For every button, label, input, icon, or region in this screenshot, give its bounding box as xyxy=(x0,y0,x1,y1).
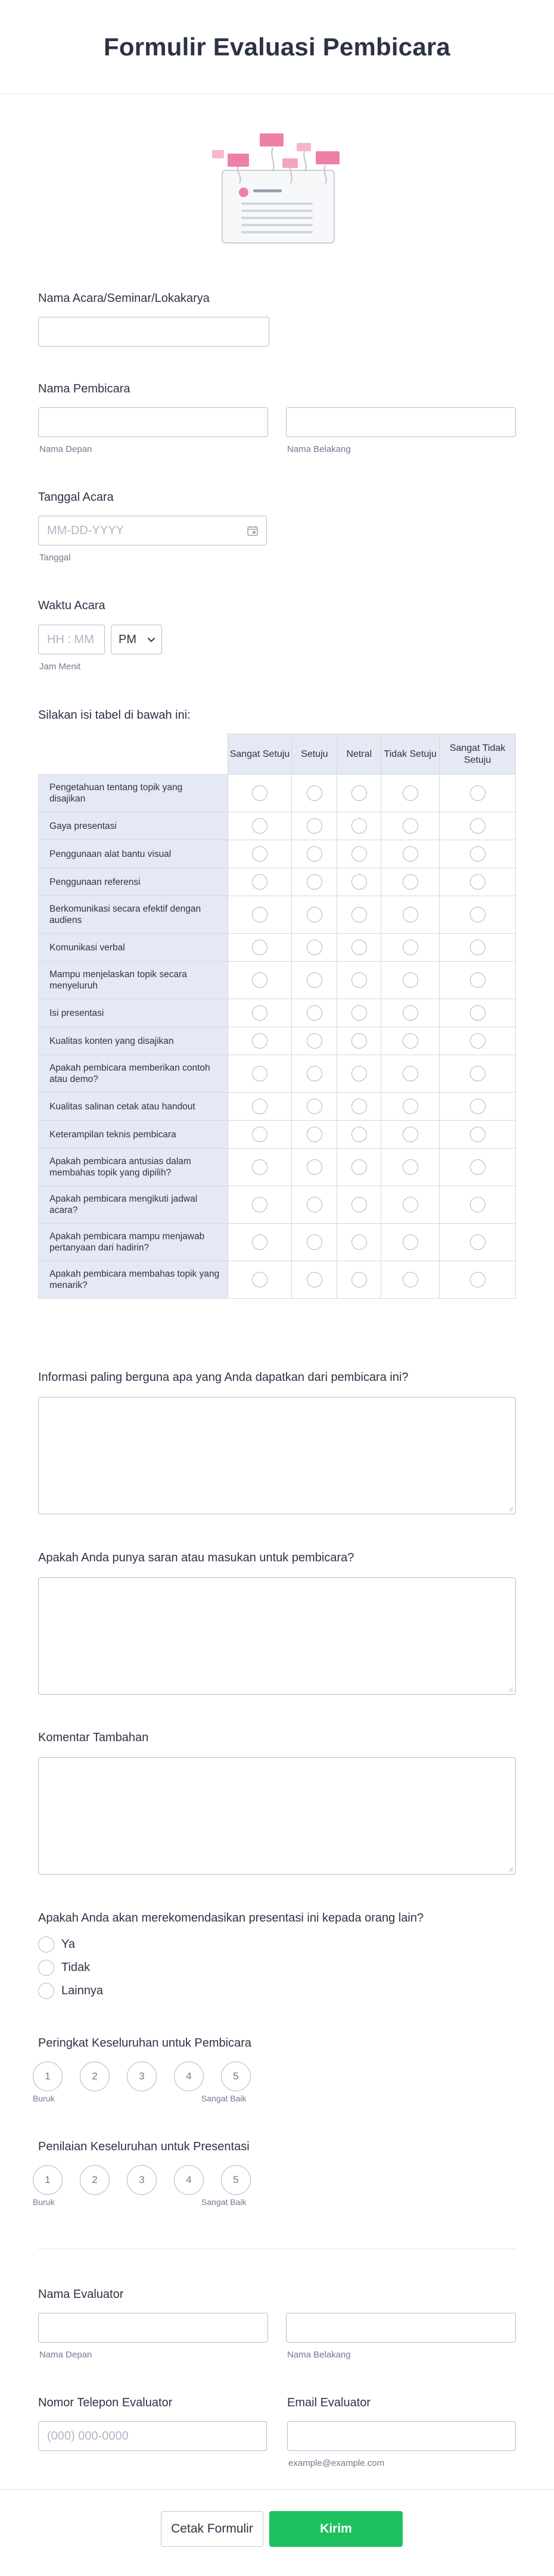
matrix-row xyxy=(39,1027,516,1055)
print-form-button[interactable]: Cetak Formulir xyxy=(161,2511,263,2547)
matrix-col-sangat-setuju: Sangat Setuju xyxy=(228,734,292,775)
matrix-cell[interactable] xyxy=(381,1027,440,1055)
suggestions-textarea[interactable] xyxy=(38,1577,516,1695)
radio-button[interactable] xyxy=(470,972,485,988)
radio-button[interactable] xyxy=(252,1159,267,1175)
radio-button[interactable] xyxy=(307,1127,322,1142)
matrix-col-netral: Netral xyxy=(337,734,381,775)
radio-button[interactable] xyxy=(403,785,418,801)
matrix-cell[interactable] xyxy=(381,1186,440,1224)
matrix-cell[interactable] xyxy=(228,775,292,812)
radio-button[interactable] xyxy=(470,1005,485,1021)
matrix-row xyxy=(39,999,516,1027)
evaluation-illustration xyxy=(203,124,357,249)
radio-button[interactable] xyxy=(470,1127,485,1142)
radio-button[interactable] xyxy=(307,846,322,862)
radio-button[interactable] xyxy=(307,940,322,955)
ampm-select[interactable] xyxy=(111,625,162,654)
matrix-cell[interactable] xyxy=(292,1224,337,1261)
form-title: Formulir Evaluasi Pembicara xyxy=(104,32,450,61)
radio-button[interactable] xyxy=(470,874,485,890)
radio-button[interactable] xyxy=(470,1033,485,1049)
radio-button[interactable] xyxy=(252,1234,267,1250)
useful-info-label: Informasi paling berguna apa yang Anda dapatkan dari pembicara ini? xyxy=(38,1371,409,1384)
radio-button[interactable] xyxy=(252,1099,267,1114)
matrix-cell[interactable] xyxy=(292,775,337,812)
radio-button[interactable] xyxy=(351,972,367,988)
matrix-cell[interactable] xyxy=(292,1027,337,1055)
matrix-cell[interactable] xyxy=(228,840,292,868)
radio-button[interactable] xyxy=(307,907,322,922)
speaker-name-label: Nama Pembicara xyxy=(38,382,130,395)
radio-button[interactable] xyxy=(307,1159,322,1175)
option-label: Ya xyxy=(61,1938,75,1951)
matrix-cell[interactable] xyxy=(440,1093,516,1121)
radio-button[interactable] xyxy=(38,1983,54,1999)
matrix-cell[interactable] xyxy=(292,1149,337,1186)
matrix-cell[interactable] xyxy=(292,1055,337,1093)
rating-presentation-1[interactable]: 1 xyxy=(33,2165,63,2195)
comments-textarea[interactable] xyxy=(38,1757,516,1875)
event-date-label: Tanggal Acara xyxy=(38,491,114,504)
evaluator-phone-label: Nomor Telepon Evaluator xyxy=(38,2396,173,2409)
event-time-label: Waktu Acara xyxy=(38,599,105,612)
matrix-cell[interactable] xyxy=(440,1261,516,1299)
matrix-cell[interactable] xyxy=(381,775,440,812)
radio-button[interactable] xyxy=(307,1197,322,1212)
radio-button[interactable] xyxy=(307,1066,322,1081)
radio-button[interactable] xyxy=(470,1099,485,1114)
rating-speaker-label: Peringkat Keseluruhan untuk Pembicara xyxy=(38,2037,251,2050)
speaker-last-name-input[interactable] xyxy=(286,407,516,437)
resize-handle-icon[interactable] xyxy=(508,1686,513,1692)
matrix-cell[interactable] xyxy=(228,812,292,840)
radio-button[interactable] xyxy=(403,846,418,862)
matrix-cell[interactable] xyxy=(381,934,440,962)
evaluator-email-input[interactable] xyxy=(287,2421,516,2451)
radio-button[interactable] xyxy=(403,940,418,955)
matrix-cell[interactable] xyxy=(337,868,381,896)
matrix-row-label: Keterampilan teknis pembicara xyxy=(39,1121,228,1149)
matrix-col-sangat-tidak-setuju: Sangat Tidak Setuju xyxy=(440,734,516,775)
radio-button[interactable] xyxy=(470,1066,485,1081)
radio-button[interactable] xyxy=(252,940,267,955)
resize-handle-icon[interactable] xyxy=(508,1506,513,1512)
radio-button[interactable] xyxy=(252,907,267,922)
matrix-cell[interactable] xyxy=(228,1149,292,1186)
radio-button[interactable] xyxy=(403,1234,418,1250)
matrix-cell[interactable] xyxy=(440,1027,516,1055)
event-time-input[interactable] xyxy=(38,625,105,654)
option-label: Tidak xyxy=(61,1961,91,1974)
matrix-cell[interactable] xyxy=(337,1224,381,1261)
event-name-input[interactable] xyxy=(38,317,269,347)
comments-label: Komentar Tambahan xyxy=(38,1731,149,1744)
calendar-icon[interactable] xyxy=(247,526,258,536)
matrix-row-label: Penggunaan referensi xyxy=(39,868,228,896)
radio-button[interactable] xyxy=(403,1127,418,1142)
matrix-cell[interactable] xyxy=(440,1121,516,1149)
matrix-cell[interactable] xyxy=(440,1149,516,1186)
matrix-cell[interactable] xyxy=(337,1055,381,1093)
matrix-cell[interactable] xyxy=(440,1224,516,1261)
matrix-row xyxy=(39,868,516,896)
matrix-cell[interactable] xyxy=(337,999,381,1027)
matrix-cell[interactable] xyxy=(440,962,516,999)
matrix-corner xyxy=(39,734,228,775)
evaluation-matrix xyxy=(38,734,516,1299)
rating-presentation-3[interactable]: 3 xyxy=(127,2165,157,2195)
radio-button[interactable] xyxy=(252,846,267,862)
matrix-cell[interactable] xyxy=(440,1186,516,1224)
matrix-cell[interactable] xyxy=(337,812,381,840)
radio-button[interactable] xyxy=(38,1960,54,1976)
radio-button[interactable] xyxy=(470,1197,485,1212)
matrix-cell[interactable] xyxy=(381,868,440,896)
matrix-cell[interactable] xyxy=(381,896,440,934)
matrix-row xyxy=(39,1261,516,1299)
evaluator-phone-input[interactable] xyxy=(38,2421,267,2451)
matrix-cell[interactable] xyxy=(381,1149,440,1186)
evaluator-first-name-sublabel: Nama Depan xyxy=(39,2350,92,2360)
matrix-row xyxy=(39,1149,516,1186)
matrix-label: Silakan isi tabel di bawah ini: xyxy=(38,709,191,722)
matrix-row xyxy=(39,1224,516,1261)
radio-button[interactable] xyxy=(252,972,267,988)
radio-button[interactable] xyxy=(470,907,485,922)
rating-speaker-high: Sangat Baik xyxy=(201,2094,247,2103)
radio-button[interactable] xyxy=(252,1197,267,1212)
matrix-row-label: Apakah pembicara mengikuti jadwal acara? xyxy=(39,1186,228,1224)
matrix-cell[interactable] xyxy=(440,840,516,868)
rating-speaker-5[interactable]: 5 xyxy=(221,2062,251,2091)
form-footer xyxy=(0,2489,554,2576)
matrix-cell[interactable] xyxy=(337,1261,381,1299)
evaluator-email-sublabel: example@example.com xyxy=(288,2458,385,2468)
radio-button[interactable] xyxy=(351,1272,367,1287)
speaker-first-name-sublabel: Nama Depan xyxy=(39,444,92,454)
matrix-cell[interactable] xyxy=(228,1093,292,1121)
radio-button[interactable] xyxy=(351,1159,367,1175)
matrix-row-label: Komunikasi verbal xyxy=(39,934,228,962)
rating-presentation-5[interactable]: 5 xyxy=(221,2165,251,2195)
rating-presentation-label: Penilaian Keseluruhan untuk Presentasi xyxy=(38,2140,250,2153)
evaluator-last-name-input[interactable] xyxy=(286,2313,516,2343)
matrix-cell[interactable] xyxy=(337,896,381,934)
useful-info-textarea[interactable] xyxy=(38,1397,516,1514)
radio-button[interactable] xyxy=(351,940,367,955)
event-date-placeholder: MM-DD-YYYY xyxy=(47,524,124,537)
resize-handle-icon[interactable] xyxy=(508,1866,513,1872)
matrix-cell[interactable] xyxy=(292,812,337,840)
radio-button[interactable] xyxy=(351,1005,367,1021)
event-date-sublabel: Tanggal xyxy=(39,553,71,563)
suggestions-label: Apakah Anda punya saran atau masukan untuk pembicara? xyxy=(38,1551,354,1564)
matrix-cell[interactable] xyxy=(292,1261,337,1299)
matrix-cell[interactable] xyxy=(337,1149,381,1186)
rating-speaker-1[interactable]: 1 xyxy=(33,2062,63,2091)
matrix-cell[interactable] xyxy=(381,1261,440,1299)
radio-button[interactable] xyxy=(403,907,418,922)
radio-button[interactable] xyxy=(403,1033,418,1049)
rating-presentation-low: Buruk xyxy=(33,2197,55,2207)
radio-button[interactable] xyxy=(470,1234,485,1250)
ampm-value: PM xyxy=(119,633,136,646)
matrix-cell[interactable] xyxy=(381,1055,440,1093)
radio-button[interactable] xyxy=(351,846,367,862)
matrix-cell[interactable] xyxy=(292,962,337,999)
matrix-cell[interactable] xyxy=(381,1093,440,1121)
matrix-cell[interactable] xyxy=(337,1093,381,1121)
matrix-cell[interactable] xyxy=(228,1055,292,1093)
matrix-row xyxy=(39,1055,516,1093)
recommend-option-lainnya[interactable] xyxy=(38,1983,103,1999)
radio-button[interactable] xyxy=(351,1127,367,1142)
matrix-cell[interactable] xyxy=(292,934,337,962)
matrix-row-label: Kualitas salinan cetak atau handout xyxy=(39,1093,228,1121)
matrix-cell[interactable] xyxy=(292,1093,337,1121)
option-label: Lainnya xyxy=(61,1984,104,1997)
matrix-cell[interactable] xyxy=(228,1261,292,1299)
matrix-cell[interactable] xyxy=(381,840,440,868)
matrix-cell[interactable] xyxy=(337,934,381,962)
radio-button[interactable] xyxy=(470,1159,485,1175)
matrix-cell[interactable] xyxy=(440,1055,516,1093)
radio-button[interactable] xyxy=(403,874,418,890)
matrix-cell[interactable] xyxy=(381,1121,440,1149)
speaker-first-name-input[interactable] xyxy=(38,407,268,437)
matrix-cell[interactable] xyxy=(228,1224,292,1261)
radio-button[interactable] xyxy=(470,1272,485,1287)
matrix-cell[interactable] xyxy=(381,962,440,999)
matrix-row xyxy=(39,934,516,962)
matrix-row-label: Apakah pembicara memberikan contoh atau demo? xyxy=(39,1055,228,1093)
radio-button[interactable] xyxy=(351,907,367,922)
chevron-down-icon xyxy=(147,637,155,643)
radio-button[interactable] xyxy=(351,785,367,801)
radio-button[interactable] xyxy=(351,1197,367,1212)
matrix-row xyxy=(39,840,516,868)
event-time-placeholder: HH : MM xyxy=(47,633,94,646)
radio-button[interactable] xyxy=(307,1272,322,1287)
rating-presentation-4[interactable]: 4 xyxy=(174,2165,204,2195)
radio-button[interactable] xyxy=(307,818,322,834)
matrix-cell[interactable] xyxy=(228,868,292,896)
matrix-cell[interactable] xyxy=(440,812,516,840)
matrix-cell[interactable] xyxy=(228,896,292,934)
matrix-cell[interactable] xyxy=(337,775,381,812)
radio-button[interactable] xyxy=(351,1234,367,1250)
recommend-label: Apakah Anda akan merekomendasikan presentasi ini kepada orang lain? xyxy=(38,1911,424,1925)
radio-button[interactable] xyxy=(403,1099,418,1114)
event-name-label: Nama Acara/Seminar/Lokakarya xyxy=(38,292,210,305)
matrix-cell[interactable] xyxy=(228,1186,292,1224)
matrix-cell[interactable] xyxy=(381,1224,440,1261)
matrix-cell[interactable] xyxy=(440,868,516,896)
radio-button[interactable] xyxy=(307,1033,322,1049)
matrix-col-tidak-setuju: Tidak Setuju xyxy=(381,734,440,775)
radio-button[interactable] xyxy=(351,1099,367,1114)
matrix-row xyxy=(39,1093,516,1121)
radio-button[interactable] xyxy=(351,818,367,834)
radio-button[interactable] xyxy=(252,1272,267,1287)
event-date-input[interactable] xyxy=(38,516,267,545)
radio-button[interactable] xyxy=(470,818,485,834)
matrix-row-label: Apakah pembicara mampu menjawab pertanyaan dari hadirin? xyxy=(39,1224,228,1261)
radio-button[interactable] xyxy=(403,1005,418,1021)
radio-button[interactable] xyxy=(403,818,418,834)
radio-button[interactable] xyxy=(307,874,322,890)
matrix-cell[interactable] xyxy=(440,999,516,1027)
radio-button[interactable] xyxy=(403,972,418,988)
recommend-option-tidak[interactable] xyxy=(38,1960,90,1976)
matrix-row-label: Kualitas konten yang disajikan xyxy=(39,1027,228,1055)
radio-button[interactable] xyxy=(307,1099,322,1114)
radio-button[interactable] xyxy=(403,1159,418,1175)
matrix-cell[interactable] xyxy=(292,1121,337,1149)
matrix-col-setuju: Setuju xyxy=(292,734,337,775)
evaluator-last-name-sublabel: Nama Belakang xyxy=(287,2350,351,2360)
event-time-sublabel: Jam Menit xyxy=(39,662,81,672)
matrix-header-row xyxy=(39,734,516,775)
radio-button[interactable] xyxy=(252,818,267,834)
matrix-cell[interactable] xyxy=(292,896,337,934)
matrix-row xyxy=(39,775,516,812)
radio-button[interactable] xyxy=(307,1005,322,1021)
radio-button[interactable] xyxy=(252,785,267,801)
radio-button[interactable] xyxy=(470,785,485,801)
matrix-row-label: Mampu menjelaskan topik secara menyeluruh xyxy=(39,962,228,999)
radio-button[interactable] xyxy=(252,874,267,890)
evaluator-first-name-input[interactable] xyxy=(38,2313,268,2343)
rating-speaker-2[interactable]: 2 xyxy=(80,2062,110,2091)
radio-button[interactable] xyxy=(252,1005,267,1021)
matrix-row xyxy=(39,1121,516,1149)
rating-speaker-3[interactable]: 3 xyxy=(127,2062,157,2091)
matrix-row-label: Isi presentasi xyxy=(39,999,228,1027)
radio-button[interactable] xyxy=(252,1033,267,1049)
matrix-row xyxy=(39,962,516,999)
matrix-cell[interactable] xyxy=(337,1027,381,1055)
matrix-cell[interactable] xyxy=(292,868,337,896)
matrix-cell[interactable] xyxy=(228,934,292,962)
matrix-row-label: Gaya presentasi xyxy=(39,812,228,840)
rating-presentation-2[interactable]: 2 xyxy=(80,2165,110,2195)
matrix-cell[interactable] xyxy=(381,812,440,840)
matrix-row-label: Apakah pembicara antusias dalam membahas topik yang dipilih? xyxy=(39,1149,228,1186)
matrix-cell[interactable] xyxy=(292,840,337,868)
matrix-cell[interactable] xyxy=(292,999,337,1027)
form-header xyxy=(0,0,554,94)
radio-button[interactable] xyxy=(351,1066,367,1081)
matrix-cell[interactable] xyxy=(228,1027,292,1055)
phone-placeholder: (000) 000-0000 xyxy=(47,2430,129,2443)
rating-speaker-4[interactable]: 4 xyxy=(174,2062,204,2091)
matrix-cell[interactable] xyxy=(228,962,292,999)
matrix-cell[interactable] xyxy=(440,775,516,812)
matrix-cell[interactable] xyxy=(440,896,516,934)
matrix-row-label: Apakah pembicara membahas topik yang menarik? xyxy=(39,1261,228,1299)
radio-button[interactable] xyxy=(403,1066,418,1081)
radio-button[interactable] xyxy=(252,1127,267,1142)
radio-button[interactable] xyxy=(38,1936,54,1953)
radio-button[interactable] xyxy=(307,1234,322,1250)
radio-button[interactable] xyxy=(470,940,485,955)
recommend-option-ya[interactable] xyxy=(38,1936,75,1953)
matrix-cell[interactable] xyxy=(440,934,516,962)
matrix-row-label: Penggunaan alat bantu visual xyxy=(39,840,228,868)
matrix-row-label: Pengetahuan tentang topik yang disajikan xyxy=(39,775,228,812)
matrix-cell[interactable] xyxy=(228,1121,292,1149)
radio-button[interactable] xyxy=(403,1272,418,1287)
evaluator-name-label: Nama Evaluator xyxy=(38,2288,124,2301)
radio-button[interactable] xyxy=(307,785,322,801)
matrix-cell[interactable] xyxy=(337,1121,381,1149)
radio-button[interactable] xyxy=(470,846,485,862)
matrix-row xyxy=(39,1186,516,1224)
matrix-cell[interactable] xyxy=(292,1186,337,1224)
submit-button[interactable]: Kirim xyxy=(269,2511,403,2547)
rating-presentation-high: Sangat Baik xyxy=(201,2197,247,2207)
section-divider xyxy=(38,2248,516,2249)
matrix-cell[interactable] xyxy=(381,999,440,1027)
matrix-cell[interactable] xyxy=(228,999,292,1027)
matrix-cell[interactable] xyxy=(337,840,381,868)
matrix-cell[interactable] xyxy=(337,1186,381,1224)
matrix-row-label: Berkomunikasi secara efektif dengan audiens xyxy=(39,896,228,934)
speaker-last-name-sublabel: Nama Belakang xyxy=(287,444,351,454)
radio-button[interactable] xyxy=(403,1197,418,1212)
matrix-cell[interactable] xyxy=(337,962,381,999)
matrix-row xyxy=(39,812,516,840)
evaluator-email-label: Email Evaluator xyxy=(287,2396,371,2409)
radio-button[interactable] xyxy=(307,972,322,988)
radio-button[interactable] xyxy=(351,874,367,890)
radio-button[interactable] xyxy=(351,1033,367,1049)
radio-button[interactable] xyxy=(252,1066,267,1081)
rating-speaker-low: Buruk xyxy=(33,2094,55,2103)
matrix-row xyxy=(39,896,516,934)
